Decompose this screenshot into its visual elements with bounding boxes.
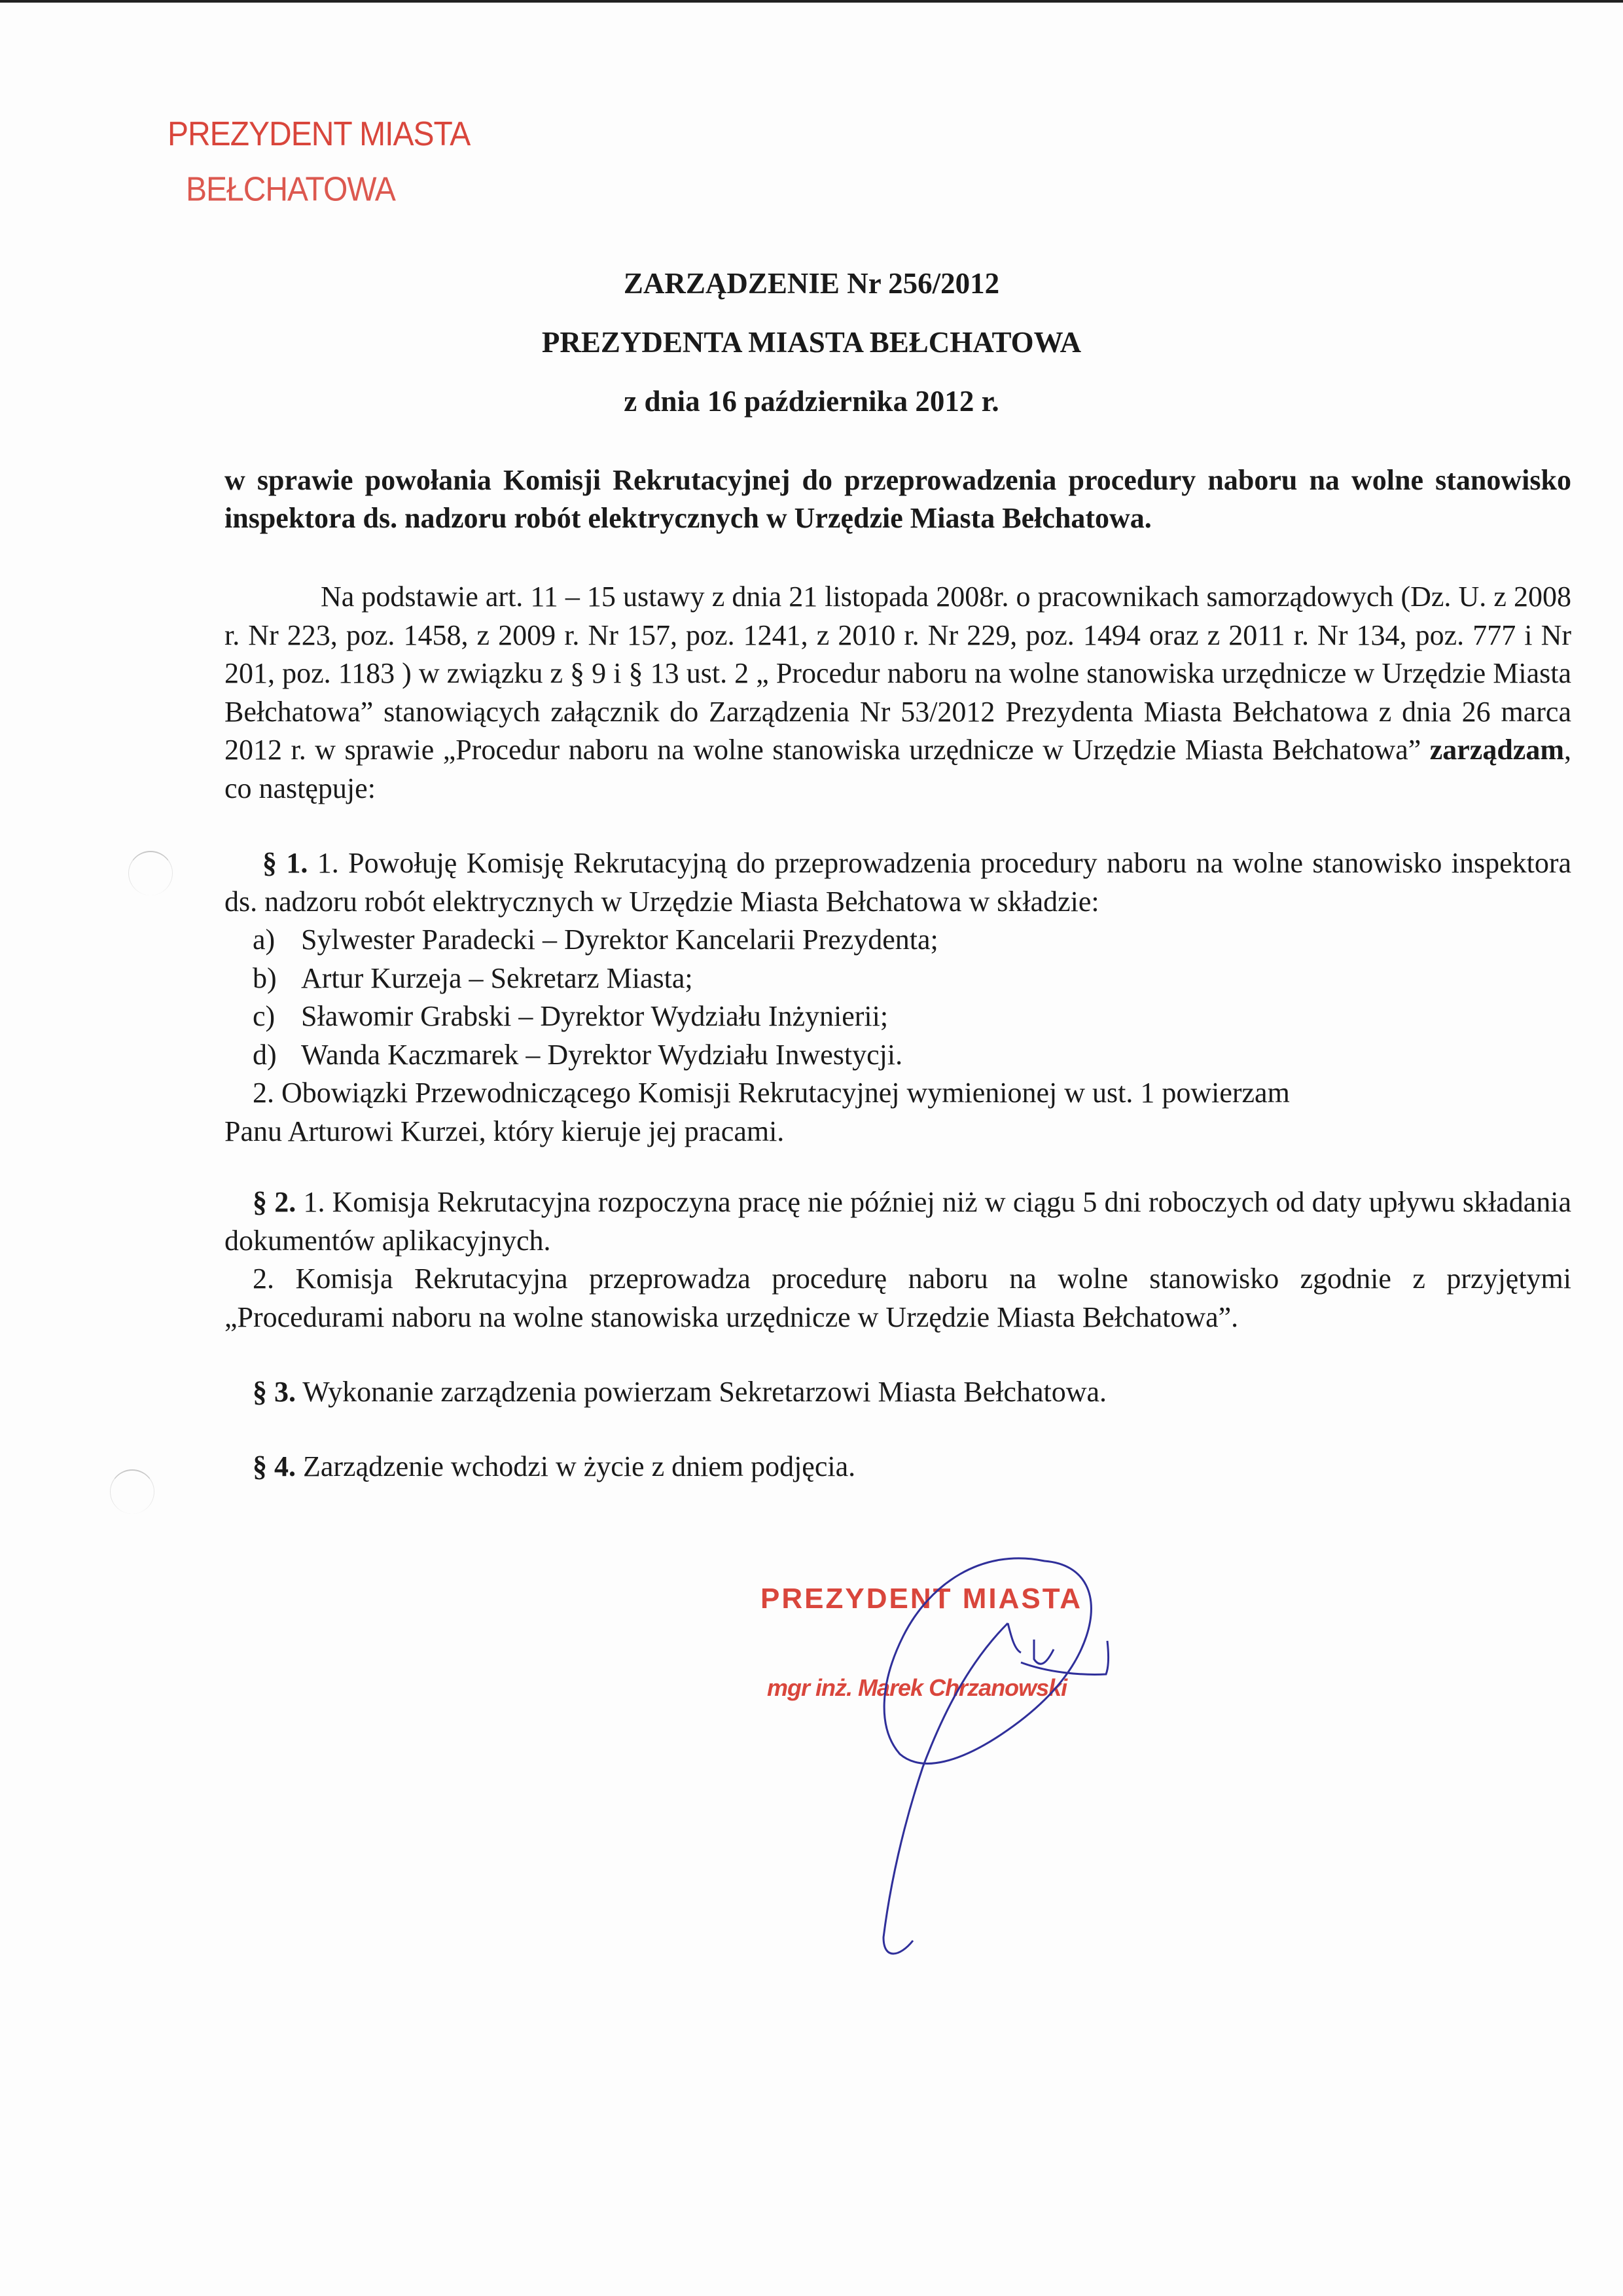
preamble-tail: , co następuje: <box>224 734 1571 804</box>
section-1-point-2-line-2: Panu Arturowi Kurzei, który kieruje jej pracami. <box>224 1115 785 1147</box>
document-subject: w sprawie powołania Komisji Rekrutacyjnej do przeprowadzenia procedury naboru na wolne stanowisko inspektora ds. nadzoru robót elektrycznych w Urzędzie Miasta Bełchatowa. <box>224 464 1571 534</box>
section-3 <box>224 1373 1571 1412</box>
section-1-point-1 <box>224 844 1571 921</box>
scan-border <box>0 0 1623 3</box>
member-text: Artur Kurzeja – Sekretarz Miasta; <box>301 961 693 994</box>
member-item <box>224 997 1571 1036</box>
preamble-text: Na podstawie art. 11 – 15 ustawy z dnia 21 listopada 2008r. o pracownikach samorządowych (Dz. U. z 2008 r. Nr 223, poz. 1458, z 2009 r. Nr 157, poz. 1241, z 2010 r. Nr 229, poz. 1494 oraz z 2011 r. Nr 134, poz. 777 i Nr 201, poz. 1183 ) w związku z § 9 i § 13 ust. 2 „ Procedur naboru na wolne stanowiska urzędnicze w Urzędzie Miasta Bełchatowa” stanowiących załącznik do Zarządzenia Nr 53/2012 Prezydenta Miasta Bełchatowa z dnia 26 marca 2012 r. w sprawie „Procedur naboru na wolne stanowiska urzędnicze w Urzędzie Miasta Bełchatowa” <box>224 581 1571 766</box>
member-marker: a) <box>253 924 276 956</box>
member-marker: d) <box>253 1038 277 1071</box>
member-item <box>224 960 1571 998</box>
section-3-mark: § 3. <box>253 1376 296 1408</box>
document-issuer: PREZYDENTA MIASTA BEŁCHATOWA <box>541 326 1082 359</box>
member-item <box>224 921 1571 960</box>
office-stamp <box>168 107 470 217</box>
section-1-mark: § 1. <box>262 847 308 879</box>
member-text: Sylwester Paradecki – Dyrektor Kancelarii Prezydenta; <box>301 924 938 956</box>
punch-hole-mark <box>128 851 173 895</box>
signature-stroke <box>883 1623 1008 1954</box>
member-text: Wanda Kaczmarek – Dyrektor Wydziału Inwestycji. <box>301 1038 903 1071</box>
member-text: Sławomir Grabski – Dyrektor Wydziału Inżynierii; <box>301 1000 889 1032</box>
office-stamp-line1: PREZYDENT MIASTA <box>168 115 471 153</box>
section-4-text: Zarządzenie wchodzi w życie z dniem podjęcia. <box>303 1450 856 1482</box>
section-2-point-2: 2. Komisja Rekrutacyjna przeprowadza procedurę naboru na wolne stanowisko zgodnie z przyjętymi „Procedurami naboru na wolne stanowiska urzędnicze w Urzędzie Miasta Bełchatowa”. <box>224 1263 1571 1333</box>
signature-stamp-title: PREZYDENT MIASTA <box>760 1583 1083 1615</box>
preamble <box>224 578 1571 808</box>
document-heading <box>0 254 1623 431</box>
section-1-point-2-line-1: 2. Obowiązki Przewodniczącego Komisji Rekrutacyjnej wymienionej w ust. 1 powierzam <box>253 1077 1290 1109</box>
signature-stroke <box>1008 1623 1109 1674</box>
document-title: ZARZĄDZENIE Nr 256/2012 <box>623 267 1000 300</box>
preamble-emphasis: zarządzam <box>1429 734 1564 766</box>
office-stamp-line2: BEŁCHATOWA <box>186 170 395 209</box>
punch-hole-mark <box>110 1469 154 1514</box>
section-1-point-1-text: 1. Powołuję Komisję Rekrutacyjną do przeprowadzenia procedury naboru na wolne stanowisko inspektora ds. nadzoru robót elektrycznych w Urzędzie Miasta Bełchatowa w składzie: <box>224 847 1572 918</box>
member-marker: b) <box>253 961 277 994</box>
document-date: z dnia 16 października 2012 r. <box>624 385 999 418</box>
section-2-mark: § 2. <box>253 1186 296 1218</box>
section-2-point-1 <box>224 1183 1571 1260</box>
member-marker: c) <box>253 1000 276 1032</box>
section-3-text: Wykonanie zarządzenia powierzam Sekretarzowi Miasta Bełchatowa. <box>302 1376 1107 1408</box>
section-2-point-1-text: 1. Komisja Rekrutacyjna rozpoczyna pracę nie później niż w ciągu 5 dni roboczych od daty upływu składania dokumentów aplikacyjnych. <box>224 1186 1571 1257</box>
member-item <box>224 1036 1571 1075</box>
preamble-paragraph <box>224 578 1571 808</box>
signature-stamp-name: mgr inż. Marek Chrzanowski <box>767 1674 1067 1701</box>
section-1 <box>224 844 1571 1151</box>
section-4-mark: § 4. <box>253 1450 296 1482</box>
section-4 <box>224 1448 1571 1486</box>
section-2 <box>224 1183 1571 1336</box>
